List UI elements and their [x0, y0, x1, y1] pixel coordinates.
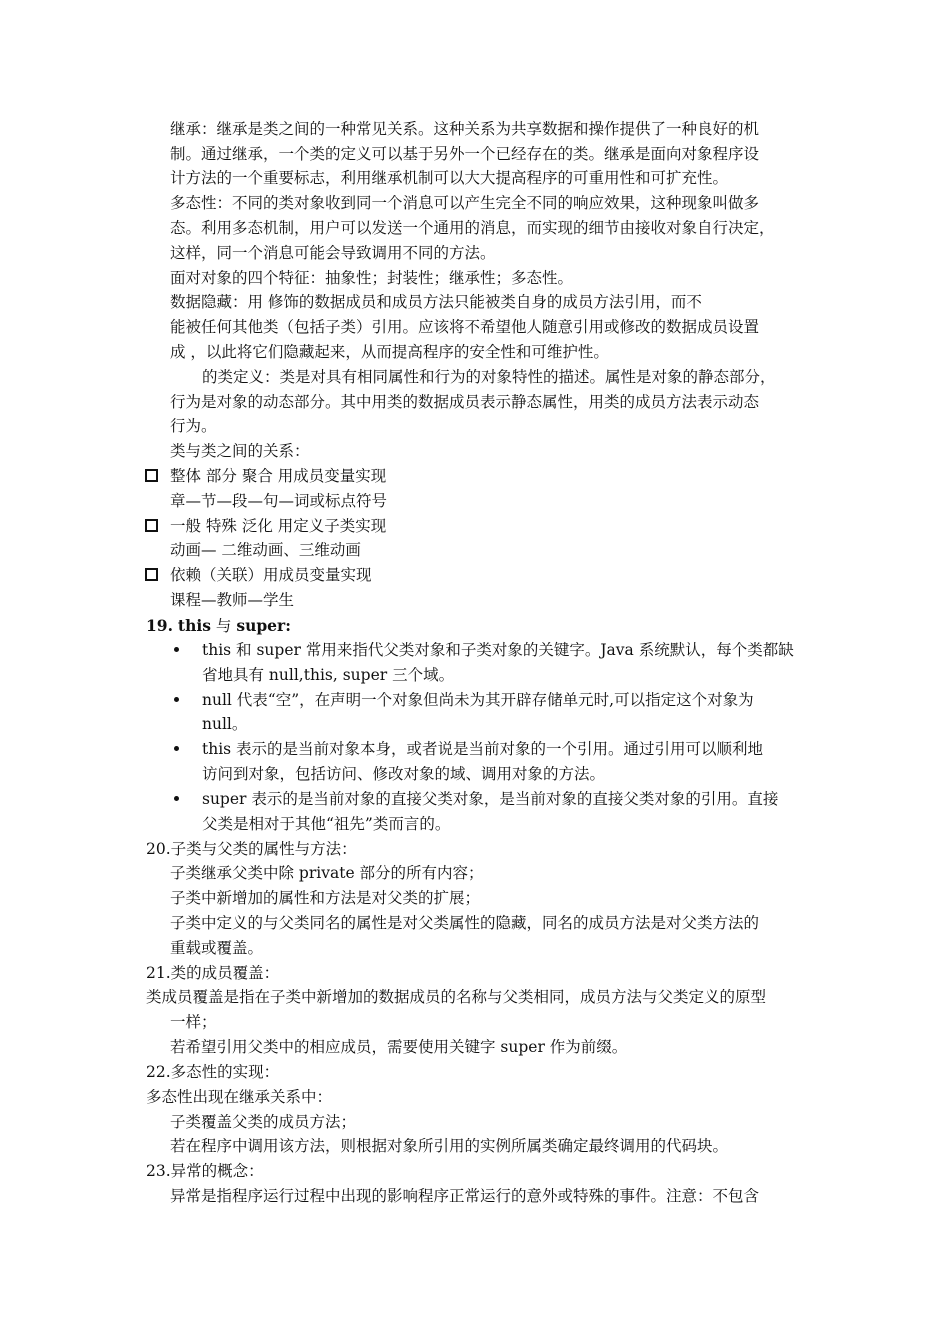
relations-title: 类与类之间的关系： — [170, 442, 310, 460]
heading-connector: 与 — [215, 617, 232, 635]
section-22-heading: 22.多态性的实现： — [146, 1063, 280, 1081]
section-20-heading: 20.子类与父类的属性与方法： — [146, 840, 357, 858]
class-definition-text: 行为。 — [170, 417, 217, 435]
section-20-text: 重载或覆盖。 — [170, 939, 264, 957]
class-definition-text: 的类定义：类是对具有相同属性和行为的对象特性的描述。属性是对象的静态部分， — [202, 368, 776, 386]
bullet-text: 省地具有 null,this, super 三个域。 — [202, 666, 455, 684]
square-bullet-icon — [145, 469, 158, 482]
keyword-super: super: — [236, 616, 291, 635]
section-23-heading: 23.异常的概念： — [146, 1162, 264, 1180]
oop-features-text: 面对对象的四个特征：抽象性；封装性；继承性；多态性。 — [170, 269, 574, 287]
relation-label: 整体 部分 聚合 用成员变量实现 — [170, 467, 387, 485]
data-hiding-text: 数据隐藏：用 修饰的数据成员和成员方法只能被类自身的成员方法引用，而不 — [170, 293, 702, 311]
section-21-text: 若希望引用父类中的相应成员，需要使用关键字 super 作为前缀。 — [170, 1038, 628, 1056]
bullet-text: super 表示的是当前对象的直接父类对象，是当前对象的直接父类对象的引用。直接 — [202, 790, 779, 808]
data-hiding-text: 成 ，以此将它们隐藏起来，从而提高程序的安全性和可维护性。 — [170, 343, 609, 361]
bullet-text: this 表示的是当前对象本身，或者说是当前对象的一个引用。通过引用可以顺利地 — [202, 740, 764, 758]
bullet-text: null 代表“空”，在声明一个对象但尚未为其开辟存储单元时,可以指定这个对象为 — [202, 691, 754, 709]
relation-example: 课程—教师—学生 — [170, 591, 295, 609]
relation-example: 章—节—段—句—词或标点符号 — [170, 492, 388, 510]
class-definition-text: 行为是对象的动态部分。其中用类的数据成员表示静态属性，用类的成员方法表示动态 — [170, 393, 760, 411]
bullet-text: this 和 super 常用来指代父类对象和子类对象的关键字。Java 系统默认，每个类都缺 — [202, 641, 794, 659]
relation-label: 依赖（关联）用成员变量实现 — [170, 566, 372, 584]
dot-bullet-icon — [174, 796, 179, 801]
section-21-heading: 21.类的成员覆盖： — [146, 964, 280, 982]
section-20-text: 子类继承父类中除 private 部分的所有内容； — [170, 864, 484, 882]
inheritance-text: 计方法的一个重要标志，利用继承机制可以大大提高程序的可重用性和可扩充性。 — [170, 169, 729, 187]
dot-bullet-icon — [174, 746, 179, 751]
section-23-text: 异常是指程序运行过程中出现的影响程序正常运行的意外或特殊的事件。注意：不包含 — [170, 1187, 760, 1205]
bullet-text: null。 — [202, 715, 248, 733]
dot-bullet-icon — [174, 647, 179, 652]
polymorphism-text: 这样，同一个消息可能会导致调用不同的方法。 — [170, 244, 496, 262]
bullet-text: 访问到对象，包括访问、修改对象的域、调用对象的方法。 — [202, 765, 606, 783]
relation-label: 一般 特殊 泛化 用定义子类实现 — [170, 517, 387, 535]
section-22-text: 子类覆盖父类的成员方法； — [170, 1113, 357, 1131]
polymorphism-text: 多态性：不同的类对象收到同一个消息可以产生完全不同的响应效果，这种现象叫做多 — [170, 194, 760, 212]
data-hiding-text: 能被任何其他类（包括子类）引用。应该将不希望他人随意引用或修改的数据成员设置 — [170, 318, 760, 336]
section-22-text: 若在程序中调用该方法，则根据对象所引用的实例所属类确定最终调用的代码块。 — [170, 1137, 729, 1155]
section-number: 19. — [146, 616, 173, 635]
inheritance-text: 继承：继承是类之间的一种常见关系。这种关系为共享数据和操作提供了一种良好的机 — [170, 120, 760, 138]
dot-bullet-icon — [174, 697, 179, 702]
section-21-text: 类成员覆盖是指在子类中新增加的数据成员的名称与父类相同，成员方法与父类定义的原型 — [146, 988, 767, 1006]
square-bullet-icon — [145, 568, 158, 581]
bullet-text: 父类是相对于其他“祖先”类而言的。 — [202, 815, 451, 833]
relation-example: 动画— 二维动画、三维动画 — [170, 541, 361, 559]
inheritance-text: 制。通过继承，一个类的定义可以基于另外一个已经存在的类。继承是面向对象程序设 — [170, 145, 760, 163]
section-21-text: 一样； — [170, 1013, 217, 1031]
polymorphism-text: 态。利用多态机制，用户可以发送一个通用的消息，而实现的细节由接收对象自行决定， — [170, 219, 775, 237]
section-22-text: 多态性出现在继承关系中： — [146, 1088, 333, 1106]
section-19-heading — [146, 613, 291, 638]
keyword-this: this — [177, 616, 211, 635]
section-20-text: 子类中定义的与父类同名的属性是对父类属性的隐藏，同名的成员方法是对父类方法的 — [170, 914, 760, 932]
square-bullet-icon — [145, 519, 158, 532]
section-20-text: 子类中新增加的属性和方法是对父类的扩展； — [170, 889, 481, 907]
